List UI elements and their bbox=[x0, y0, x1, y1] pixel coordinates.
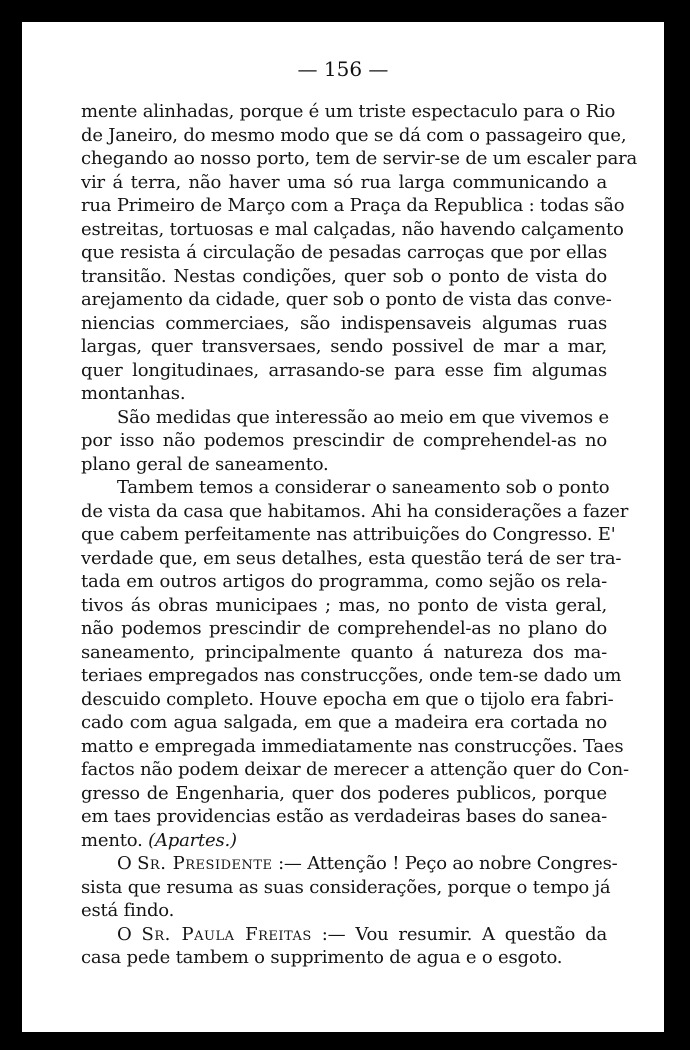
text-line: transitão. Nestas condições, quer sob o ponto de vista do bbox=[81, 265, 607, 287]
text-line: de Janeiro, do mesmo modo que se dá com o passageiro que, bbox=[81, 124, 627, 146]
book-page bbox=[22, 22, 664, 1032]
text-line: arejamento da cidade, quer sob o ponto de vista das conve- bbox=[81, 289, 612, 310]
text-line bbox=[81, 829, 607, 853]
text-line: chegando ao nosso porto, tem de servir-se de um escaler para bbox=[81, 148, 638, 169]
page-number: — 156 — bbox=[297, 57, 389, 81]
text-line bbox=[81, 852, 618, 876]
text-line: quer longitudinaes, arrasando-se para esse fim algumas bbox=[81, 359, 607, 381]
text-line: mente alinhadas, porque é um triste espectaculo para o Rio bbox=[81, 101, 616, 122]
text-line: plano geral de saneamento. bbox=[81, 453, 329, 475]
text-line: gresso de Engenharia, quer dos poderes publicos, porque bbox=[81, 782, 607, 804]
text-line: niencias commerciaes, são indispensaveis algumas ruas bbox=[81, 312, 607, 334]
text-line: que cabem perfeitamente nas attribuições do Congresso. E' bbox=[81, 524, 616, 545]
text-line: descuido completo. Houve epocha em que o tijolo era fabri- bbox=[81, 688, 614, 710]
speaker-name: Sr. Presidente bbox=[137, 853, 273, 874]
text-line bbox=[81, 923, 607, 947]
text-line: casa pede tambem o supprimento de agua e o esgoto. bbox=[81, 947, 563, 968]
text-line: Tambem temos a considerar o saneamento sob o ponto bbox=[117, 477, 610, 498]
text-line: está findo. bbox=[81, 900, 175, 921]
text-line: em taes providencias estão as verdadeiras bases do sanea- bbox=[81, 806, 608, 827]
text-line: cado com agua salgada, em que a madeira era cortada no bbox=[81, 712, 607, 733]
text-line: não podemos prescindir de comprehendel-as no plano do bbox=[81, 618, 607, 639]
text-line: matto e empregada immediatamente nas construcções. Taes bbox=[81, 735, 624, 757]
text-line: que resista á circulação de pesadas carroças que por ellas bbox=[81, 242, 607, 263]
text-line: montanhas. bbox=[81, 383, 186, 404]
text-line: tada em outros artigos do programma, como sejão os rela- bbox=[81, 571, 607, 592]
text-line: São medidas que interessão ao meio em que vivemos e bbox=[117, 406, 609, 428]
text-line: por isso não podemos prescindir de comprehendel-as no bbox=[81, 430, 607, 451]
text-line: tivos ás obras municipaes ; mas, no ponto de vista geral, bbox=[81, 594, 607, 616]
text-line: verdade que, em seus detalhes, esta questão terá de ser tra- bbox=[81, 547, 622, 569]
text-line: largas, quer transversaes, sendo possivel de mar a mar, bbox=[81, 336, 607, 357]
text-line: factos não podem deixar de merecer a attenção quer do Con- bbox=[81, 759, 629, 780]
text-span: mento. bbox=[81, 829, 149, 851]
text-line: teriaes empregados nas construcções, onde tem-se dado um bbox=[81, 665, 622, 686]
text-span: :— Attenção ! Peço ao nobre Congres- bbox=[272, 853, 618, 874]
text-line: sista que resuma as suas considerações, porque o tempo já bbox=[81, 876, 611, 898]
text-line: estreitas, tortuosas e mal calçadas, não havendo calçamento bbox=[81, 218, 624, 240]
body-text bbox=[81, 100, 638, 970]
text-line: de vista da casa que habitamos. Ahi ha considerações a fazer bbox=[81, 500, 629, 522]
text-line: vir á terra, não haver uma só rua larga communicando a bbox=[81, 171, 607, 193]
text-span: O bbox=[117, 853, 138, 874]
text-span: O bbox=[117, 923, 142, 945]
text-line: rua Primeiro de Março com a Praça da Republica : todas são bbox=[81, 195, 625, 216]
text-line: saneamento, principalmente quanto á natureza dos ma- bbox=[81, 641, 607, 663]
text-span: :— Vou resumir. A questão da bbox=[311, 923, 607, 945]
apartes-aside: (Apartes.) bbox=[148, 829, 237, 851]
speaker-name: Sr. Paula Freitas bbox=[141, 923, 312, 945]
